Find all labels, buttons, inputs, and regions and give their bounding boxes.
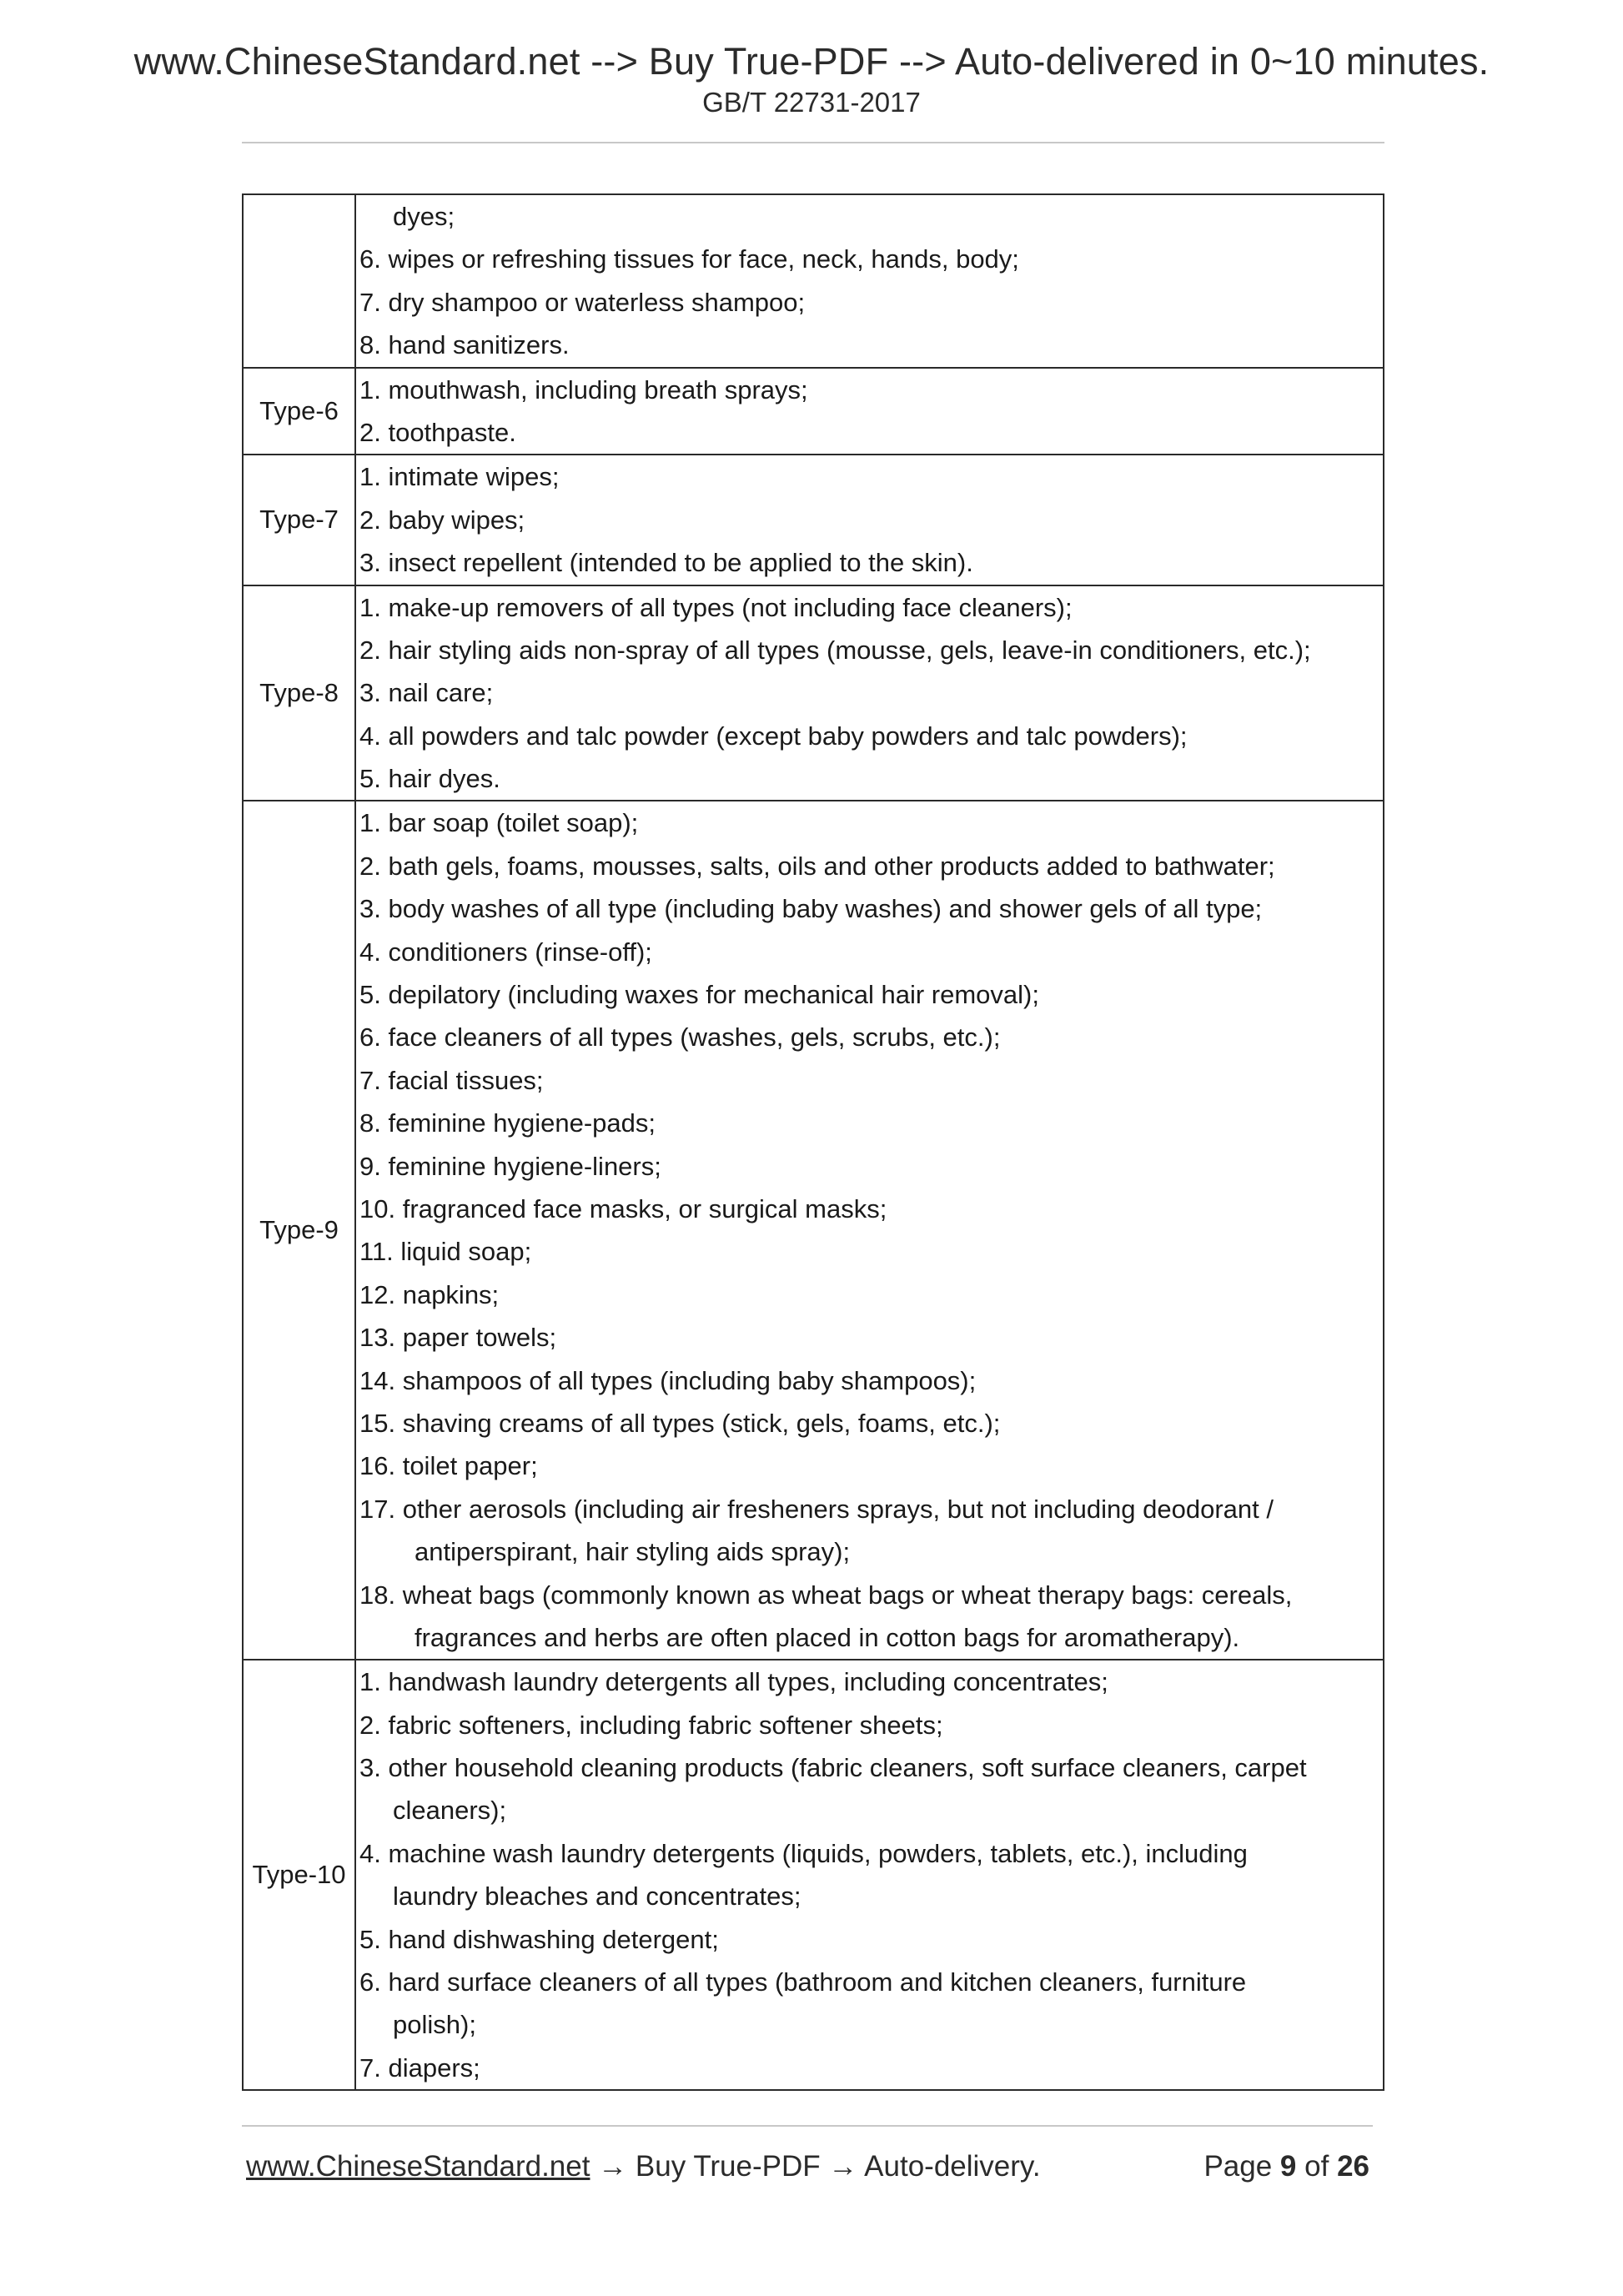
- list-item: fragrances and herbs are often placed in cotton bags for aromatherapy).: [415, 1622, 1240, 1652]
- page-word: Page: [1203, 2150, 1273, 2183]
- list-item: 17. other aerosols (including air fresheners sprays, but not including deodorant /: [359, 1494, 1274, 1524]
- footer-link[interactable]: www.ChineseStandard.net: [246, 2150, 590, 2183]
- list-item: 4. conditioners (rinse-off);: [359, 937, 652, 967]
- table-row: [243, 801, 1384, 1660]
- list-item: 1. make-up removers of all types (not including face cleaners);: [359, 592, 1073, 622]
- list-item: 6. wipes or refreshing tissues for face, neck, hands, body;: [359, 244, 1019, 274]
- table-row: [243, 585, 1384, 801]
- type-cell: Type-7: [243, 455, 355, 585]
- footer-divider: [242, 2125, 1373, 2127]
- list-item: 3. other household cleaning products (fabric cleaners, soft surface cleaners, carpet: [359, 1753, 1307, 1783]
- standard-number: GB/T 22731-2017: [702, 87, 921, 118]
- list-item: 8. feminine hygiene-pads;: [359, 1108, 656, 1138]
- table-row: [243, 194, 1384, 368]
- list-item: antiperspirant, hair styling aids spray);: [415, 1537, 851, 1567]
- list-item: 3. nail care;: [359, 678, 494, 708]
- type-cell: [243, 194, 355, 368]
- list-item: 5. hand dishwashing detergent;: [359, 1924, 719, 1954]
- items-cell: [355, 1660, 1384, 2090]
- list-item: 1. intimate wipes;: [359, 462, 560, 492]
- product-type-table: [242, 193, 1384, 2091]
- page-total: 26: [1337, 2150, 1369, 2183]
- page-number: 9: [1279, 2150, 1297, 2183]
- list-item: 5. hair dyes.: [359, 764, 500, 794]
- list-item: 14. shampoos of all types (including baby shampoos);: [359, 1365, 977, 1395]
- footer-text: [246, 2150, 1041, 2183]
- list-item: 2. toothpaste.: [359, 417, 516, 447]
- list-item: 1. handwash laundry detergents all types, including concentrates;: [359, 1667, 1108, 1697]
- items-cell: [355, 455, 1384, 585]
- items-cell: [355, 194, 1384, 368]
- list-item: 9. feminine hygiene-liners;: [359, 1151, 661, 1181]
- list-item: 18. wheat bags (commonly known as wheat bags or wheat therapy bags: cereals,: [359, 1580, 1293, 1610]
- list-item: 2. fabric softeners, including fabric softener sheets;: [359, 1710, 943, 1740]
- list-item: 11. liquid soap;: [359, 1237, 532, 1267]
- type-cell: Type-9: [243, 801, 355, 1660]
- header-divider: [242, 142, 1384, 143]
- list-item: 7. diapers;: [359, 2052, 480, 2082]
- list-item: 4. all powders and talc powder (except baby powders and talc powders);: [359, 721, 1188, 751]
- list-item: polish);: [393, 2010, 476, 2040]
- list-item: 6. face cleaners of all types (washes, gels, scrubs, etc.);: [359, 1022, 1001, 1053]
- list-item: 2. baby wipes;: [359, 505, 525, 535]
- items-cell: [355, 801, 1384, 1660]
- list-item: 8. hand sanitizers.: [359, 330, 570, 360]
- list-item: dyes;: [393, 202, 455, 231]
- table-row: [243, 368, 1384, 455]
- list-item: 7. facial tissues;: [359, 1065, 544, 1095]
- list-item: 3. body washes of all type (including baby washes) and shower gels of all type;: [359, 894, 1263, 924]
- list-item: 6. hard surface cleaners of all types (bathroom and kitchen cleaners, furniture: [359, 1967, 1247, 1997]
- items-cell: [355, 368, 1384, 455]
- table-row: [243, 455, 1384, 585]
- list-item: 1. bar soap (toilet soap);: [359, 808, 639, 838]
- of-word: of: [1304, 2150, 1329, 2183]
- list-item: 3. insect repellent (intended to be applied to the skin).: [359, 548, 973, 578]
- type-cell: Type-8: [243, 585, 355, 801]
- type-cell: Type-10: [243, 1660, 355, 2090]
- list-item: 15. shaving creams of all types (stick, gels, foams, etc.);: [359, 1408, 1001, 1438]
- list-item: 5. depilatory (including waxes for mechanical hair removal);: [359, 980, 1039, 1010]
- footer-tagline: → Buy True-PDF → Auto-delivery.: [590, 2150, 1041, 2183]
- list-item: 4. machine wash laundry detergents (liquids, powders, tablets, etc.), including: [359, 1838, 1248, 1868]
- table-row: [243, 1660, 1384, 2090]
- type-cell: Type-6: [243, 368, 355, 455]
- list-item: 16. toilet paper;: [359, 1451, 538, 1481]
- list-item: laundry bleaches and concentrates;: [393, 1882, 801, 1912]
- header-title: www.ChineseStandard.net --> Buy True-PDF --> Auto-delivered in 0~10 minutes.: [133, 40, 1490, 83]
- list-item: 13. paper towels;: [359, 1323, 557, 1353]
- page-indicator: [1203, 2150, 1369, 2183]
- list-item: 7. dry shampoo or waterless shampoo;: [359, 287, 806, 317]
- list-item: 10. fragranced face masks, or surgical masks;: [359, 1193, 887, 1223]
- list-item: 2. hair styling aids non-spray of all types (mousse, gels, leave-in conditioners, etc.);: [359, 635, 1311, 665]
- list-item: 12. napkins;: [359, 1279, 500, 1309]
- list-item: cleaners);: [393, 1796, 507, 1826]
- items-cell: [355, 585, 1384, 801]
- list-item: 1. mouthwash, including breath sprays;: [359, 374, 808, 404]
- product-type-table-body: [243, 194, 1384, 2090]
- list-item: 2. bath gels, foams, mousses, salts, oils and other products added to bathwater;: [359, 851, 1275, 881]
